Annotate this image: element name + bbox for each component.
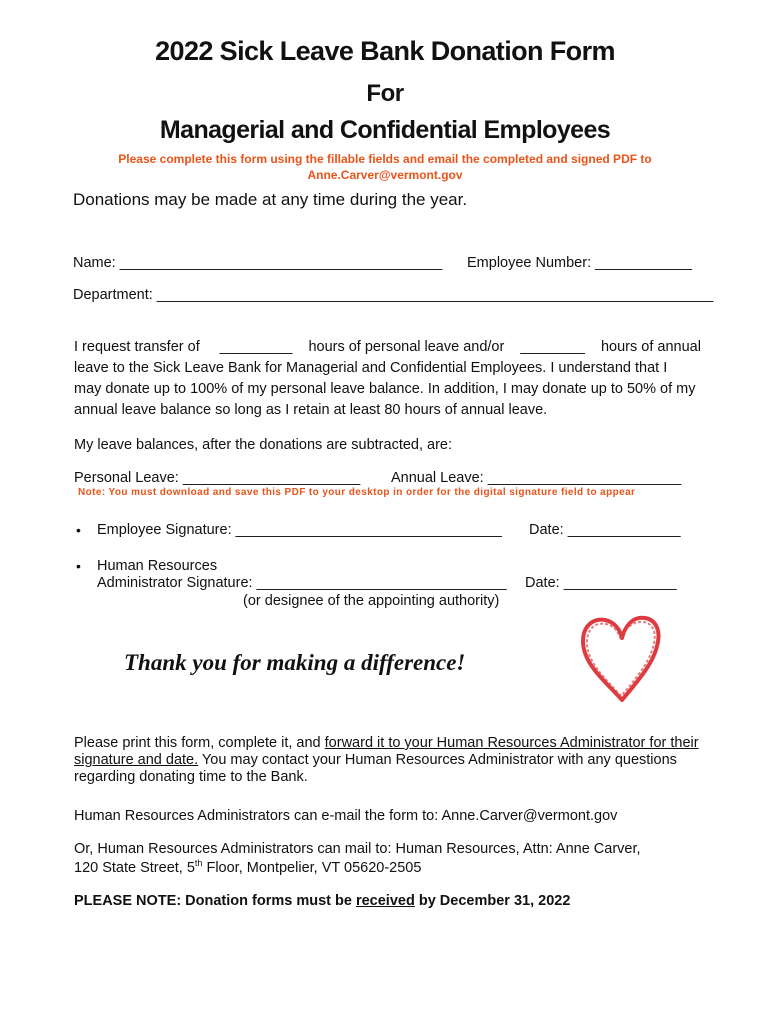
mail-instructions-line1: Or, Human Resources Administrators can mail to: Human Resources, Attn: Anne Carver, — [74, 841, 641, 857]
hr-title-line: Human Resources — [97, 558, 218, 574]
form-for: For — [366, 80, 404, 107]
request-line-4: annual leave balance so long as I retain at least 80 hours of annual leave. — [74, 402, 548, 418]
designee-note: (or designee of the appointing authority) — [243, 593, 500, 609]
employee-date-field[interactable]: ______________ — [567, 522, 681, 538]
donation-timing-text: Donations may be made at any time during the year. — [73, 190, 468, 209]
mail-address-end: Floor, Montpelier, VT 05620-2505 — [202, 859, 422, 876]
employee-signature-field[interactable]: _________________________________ — [235, 522, 502, 538]
employee-date-row — [529, 522, 681, 538]
name-row — [73, 255, 442, 271]
department-field[interactable]: _____________________________________________________________________ — [156, 287, 714, 303]
annual-leave-field[interactable]: ________________________ — [487, 470, 682, 486]
fill-instructions-email[interactable]: Anne.Carver@vermont.gov — [307, 168, 463, 182]
name-field[interactable]: ________________________________________ — [119, 255, 443, 271]
print-instructions-line1 — [74, 735, 699, 751]
heart-icon — [575, 606, 665, 706]
request-line-1 — [74, 339, 701, 355]
mail-address-start: 120 State Street, 5 — [74, 859, 195, 876]
employee-number-field[interactable]: ____________ — [595, 255, 692, 271]
name-label: Name: — [73, 255, 116, 271]
fill-instructions-line1: Please complete this form using the fillable fields and email the completed and signed PDF to — [118, 152, 652, 166]
print-instructions-line2 — [74, 752, 677, 768]
annual-hours-field[interactable]: ________ — [520, 339, 585, 355]
print-instructions-start: Please print this form, complete it, and — [74, 735, 325, 751]
deadline-note-start: PLEASE NOTE: Donation forms must be — [74, 893, 356, 909]
email-instructions: Human Resources Administrators can e-mail the form to: Anne.Carver@vermont.gov — [74, 808, 618, 824]
balances-intro: My leave balances, after the donations are subtracted, are: — [74, 437, 453, 453]
mail-instructions-line2 — [74, 858, 421, 876]
employee-signature-label: Employee Signature: — [97, 522, 232, 538]
deadline-note — [74, 893, 570, 909]
personal-hours-field[interactable]: _________ — [219, 339, 293, 355]
request-text-2: hours of personal leave and/or — [308, 339, 505, 355]
mail-address-sup: th — [194, 858, 203, 868]
hr-signature-field[interactable]: _______________________________ — [256, 575, 507, 591]
hr-date-label: Date: — [525, 575, 560, 591]
request-text-1: I request transfer of — [74, 339, 200, 355]
request-text-3: hours of annual — [600, 339, 701, 355]
form-title: 2022 Sick Leave Bank Donation Form — [155, 36, 615, 66]
employee-date-label: Date: — [529, 522, 564, 538]
forward-instructions-link: forward it to your Human Resources Administrator for their — [324, 735, 699, 751]
print-instructions-line3: regarding donating time to the Bank. — [74, 769, 308, 785]
bullet-employee: • — [76, 522, 81, 538]
deadline-note-end: by December 31, 2022 — [414, 893, 571, 909]
signature-date-text: signature and date. — [74, 752, 199, 768]
digital-signature-note: Note: You must download and save this PDF to your desktop in order for the digital signature field to appear — [78, 487, 636, 498]
thank-you-message: Thank you for making a difference! — [124, 650, 466, 675]
annual-leave-row — [391, 470, 681, 486]
department-label: Department: — [73, 287, 153, 303]
employee-number-label: Employee Number: — [467, 255, 592, 271]
department-row — [73, 287, 713, 303]
request-line-2: leave to the Sick Leave Bank for Managerial and Confidential Employees. I understand that I — [74, 360, 668, 376]
form-subtitle: Managerial and Confidential Employees — [159, 116, 611, 144]
hr-signature-row — [97, 575, 507, 591]
annual-leave-label: Annual Leave: — [391, 470, 484, 486]
hr-date-field[interactable]: ______________ — [563, 575, 677, 591]
employee-signature-row — [97, 522, 502, 538]
personal-leave-label: Personal Leave: — [74, 470, 179, 486]
hr-date-row — [525, 575, 677, 591]
personal-leave-row — [74, 470, 360, 486]
personal-leave-field[interactable]: ______________________ — [182, 470, 361, 486]
bullet-hr: • — [76, 558, 81, 574]
request-line-3: may donate up to 100% of my personal leave balance. In addition, I may donate up to 50% of my — [74, 381, 696, 397]
fill-instructions — [0, 151, 770, 183]
deadline-note-received: received — [355, 893, 415, 909]
employee-number-row — [467, 255, 692, 271]
hr-signature-label: Administrator Signature: — [97, 575, 253, 591]
contact-text: You may contact your Human Resources Administrator with any questions — [198, 752, 677, 768]
